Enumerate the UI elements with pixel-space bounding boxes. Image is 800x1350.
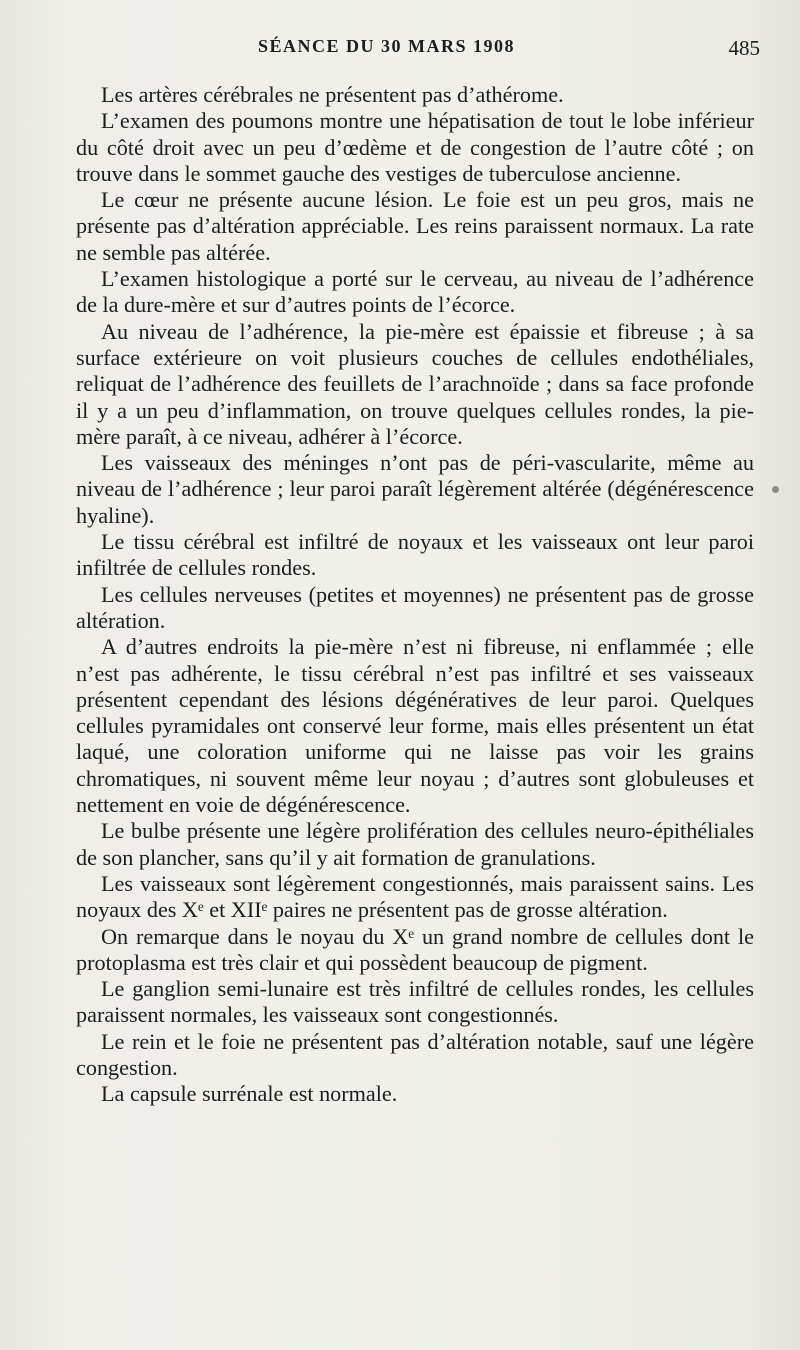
paragraph-noyau-x: On remarque dans le noyau du Xᵉ un grand nombre de cellules dont le protoplasma est très clair et qui possèdent beaucoup de pigment. bbox=[76, 923, 754, 975]
margin-dot-mark bbox=[772, 486, 779, 493]
paragraph-capsule-surrenale: La capsule surrénale est normale. bbox=[101, 1081, 398, 1107]
page-body bbox=[76, 82, 754, 1108]
paragraph-vaisseaux-meninges: Les vaisseaux des méninges n’ont pas de péri-vascularite, même au niveau de l’adhérence ; leur paroi paraît légèrement altérée (dégénérescence hyaline). bbox=[76, 450, 754, 528]
paragraph-autres-endroits: A d’autres endroits la pie-mère n’est ni fibreuse, ni enflammée ; elle n’est pas adhérente, le tissu cérébral n’est pas infiltré et ses vaisseaux présentent cependant des lésions dégénératives de leur paroi. Quelques cellules pyramidales ont conservé leur forme, mais elles présentent un état laqué, une coloration uniforme qui ne laisse pas voir les grains chromatiques, ni souvent même leur noyau ; d’autres sont globuleuses et nettement en voie de dégénérescence. bbox=[76, 634, 754, 818]
running-title: SÉANCE DU 30 MARS 1908 bbox=[258, 36, 516, 56]
paragraph-adherence: Au niveau de l’adhérence, la pie-mère est épaissie et fibreuse ; à sa surface extérieure on voit plusieurs couches de cellules endothéliales, reliquat de l’adhérence des feuillets de l’arachnoïde ; dans sa face profonde il y a un peu d’inflammation, on trouve quelques cellules rondes, la pie-mère paraît, à ce niveau, adhérer à l’écorce. bbox=[76, 318, 754, 449]
paragraph-examen-histologique: L’examen histologique a porté sur le cerveau, au niveau de l’adhérence de la dure-mère et sur d’autres points de l’écorce. bbox=[76, 266, 754, 318]
running-head bbox=[78, 34, 760, 64]
page-number: 485 bbox=[728, 36, 760, 60]
paragraph-ganglion: Le ganglion semi-lunaire est très infiltré de cellules rondes, les cellules paraissent normales, les vaisseaux sont congestionnés. bbox=[76, 976, 754, 1028]
paragraph-tissu-cerebral: Le tissu cérébral est infiltré de noyaux et les vaisseaux ont leur paroi infiltrée de cellules rondes. bbox=[76, 529, 754, 581]
paragraph-poumons: L’examen des poumons montre une hépatisation de tout le lobe inférieur du côté droit avec un peu d’œdème et de congestion de l’autre côté ; on trouve dans le sommet gauche des vestiges de tuberculose ancienne. bbox=[76, 108, 754, 186]
paragraph-atherome: Les artères cérébrales ne présentent pas d’athérome. bbox=[101, 82, 564, 107]
paragraph-bulbe: Le bulbe présente une légère prolifération des cellules neuro-épithéliales de son plancher, sans qu’il y ait formation de granulations. bbox=[76, 818, 754, 870]
paragraph-coeur-foie-reins: Le cœur ne présente aucune lésion. Le foie est un peu gros, mais ne présente pas d’altération appréciable. Les reins paraissent normaux. La rate ne semble pas altérée. bbox=[76, 187, 754, 265]
paragraph-cellules-nerveuses: Les cellules nerveuses (petites et moyennes) ne présentent pas de grosse altération. bbox=[76, 581, 754, 633]
paragraph-rein-foie: Le rein et le foie ne présentent pas d’altération notable, sauf une légère congestion. bbox=[76, 1028, 754, 1080]
paragraph-vaisseaux-congestionnes: Les vaisseaux sont légèrement congestionnés, mais paraissent sains. Les noyaux des Xᵉ et XIIᵉ paires ne présentent pas de grosse altération. bbox=[76, 870, 754, 923]
